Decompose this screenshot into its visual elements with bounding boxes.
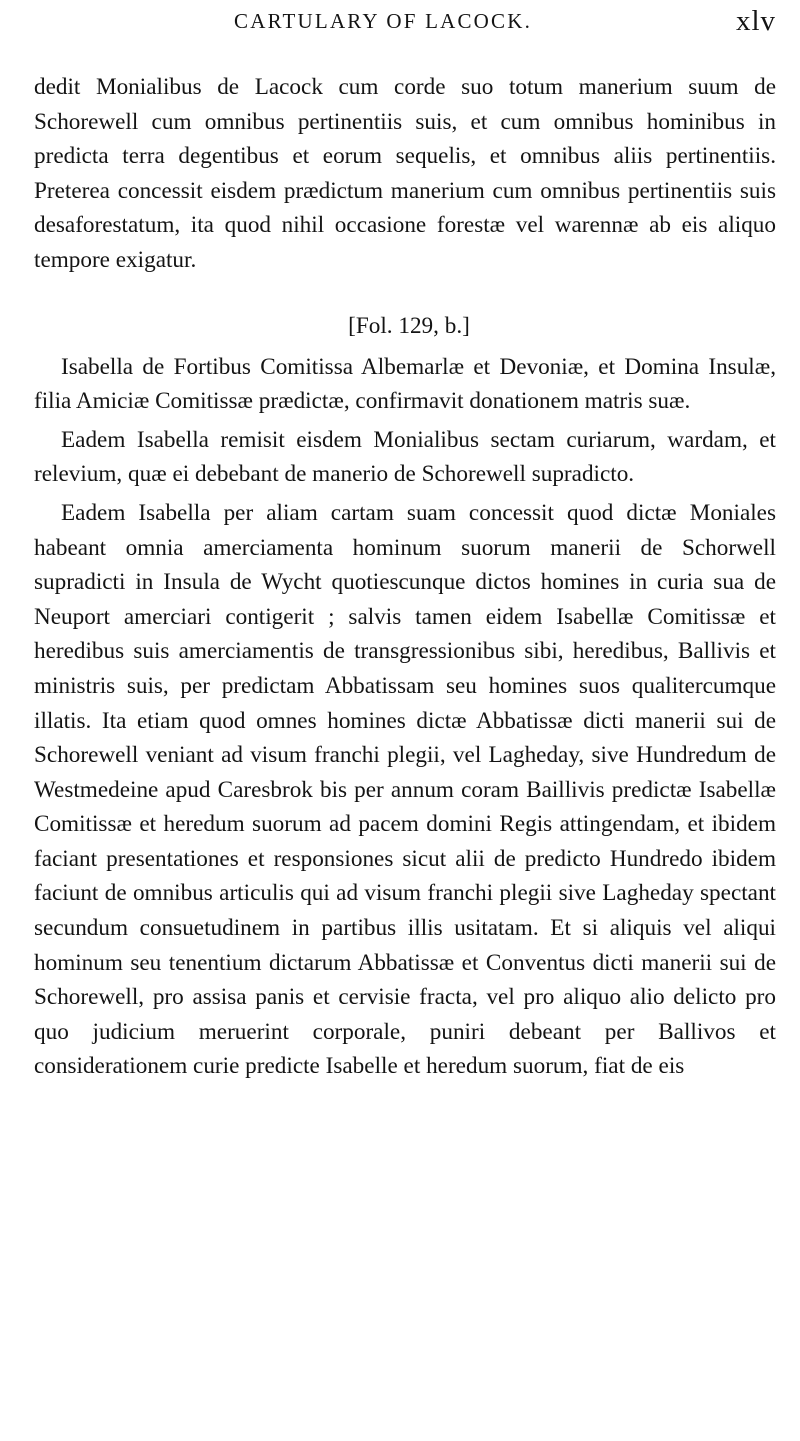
body-text bbox=[34, 70, 776, 1084]
page-number: xlv bbox=[735, 5, 776, 37]
opening-paragraph: dedit Monialibus de Lacock cum corde suo totum manerium suum de Schorewell cum omnibus pertinentiis suis, et cum omnibus hominibus in predicta terra degentibus et eorum sequelis, et omnibus aliis pertinentiis. Preterea concessit eisdem prædictum manerium cum omnibus pertinentiis suis desaforestatum, ita quod nihil occasione forestæ vel warennæ ab eis aliquo tempore exigatur. bbox=[34, 74, 776, 273]
paragraph-amercements: Eadem Isabella per aliam cartam suam concessit quod dictæ Moniales habeant omnia amerciamenta hominum suorum manerii de Schorwell supradicti in Insula de Wycht quotiescunque dictos homines in curia sua de Neuport amerciari contigerit ; salvis tamen eidem Isabellæ Comitissæ et heredibus suis amerciamentis de transgressionibus sibi, heredibus, Ballivis et ministris suis, per predictam Abbatissam seu homines suos qualitercumque illatis. Ita etiam quod omnes homines dictæ Abbatissæ dicti manerii sui de Schorewell veniant ad visum franchi plegii, vel Lagheday, sive Hundredum de Westmedeine apud Caresbrok bis per annum coram Baillivis predictæ Isabellæ Comitissæ et heredum suorum ad pacem domini Regis attingendam, et ibidem faciant presentationes et responsiones sicut alii de predicto Hundredo ibidem faciunt de omnibus articulis qui ad visum franchi plegii sive Lagheday spectant secundum consuetudinem in partibus illis usitatam. Et si aliquis vel aliqui hominum seu tenentium dictarum Abbatissæ et Conventus dicti manerii sui de Schorewell, pro assisa panis et cervisie fracta, vel pro aliquo alio delicto pro quo judicium meruerint corporale, puniri debeant per Ballivos et considerationem curie predicte Isabelle et heredum suorum, fiat de eis bbox=[34, 499, 776, 1080]
book-page bbox=[34, 0, 776, 1084]
paragraph-remission: Eadem Isabella remisit eisdem Monialibus sectam curiarum, wardam, et relevium, quæ ei debebant de manerio de Schorewell supradicto. bbox=[34, 426, 776, 488]
paragraph-confirmation: Isabella de Fortibus Comitissa Albemarlæ et Devoniæ, et Domina Insulæ, filia Amiciæ Comitissæ prædictæ, confirmavit donationem matris suæ. bbox=[34, 353, 776, 415]
folio-reference: [Fol. 129, b.] bbox=[348, 312, 470, 339]
running-head bbox=[34, 0, 776, 50]
running-title: CARTULARY OF LACOCK. bbox=[234, 9, 533, 33]
